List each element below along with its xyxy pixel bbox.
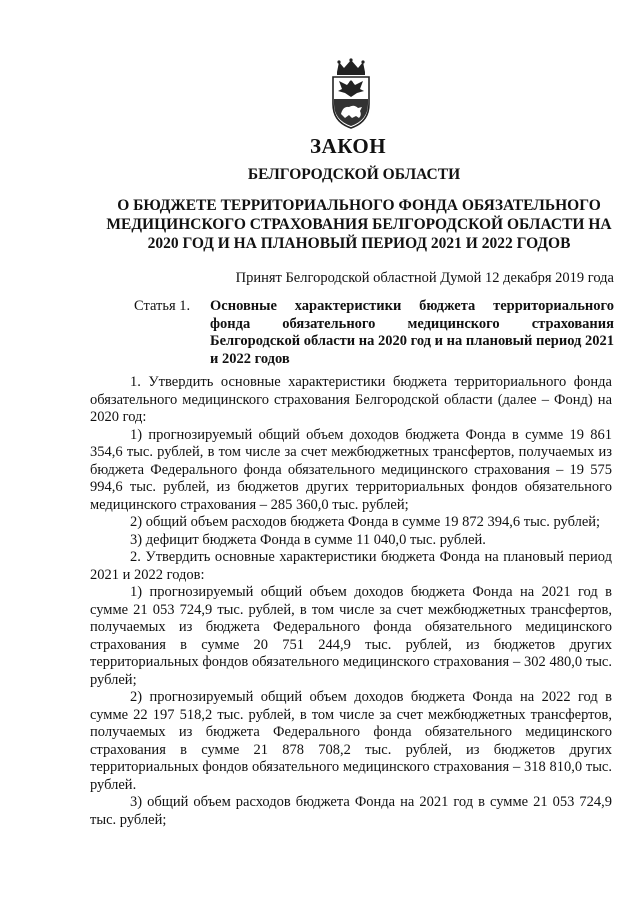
paragraph: 1) прогнозируемый общий объем доходов бюджета Фонда в сумме 19 861 354,6 тыс. рублей, в том числе за счет межбюджетных трансфертов, получаемых из бюджета Федерального фонда обязательного медицинского страхования – 19 575 994,6 тыс. рублей, из бюджетов других территориальных фондов обязательного медицинского страхования – 285 360,0 тыс. рублей; [90, 426, 612, 513]
paragraph: 2. Утвердить основные характеристики бюджета Фонда на плановый период 2021 и 2022 годов: [90, 549, 612, 583]
paragraph: 1) прогнозируемый общий объем доходов бюджета Фонда на 2021 год в сумме 21 053 724,9 тыс. рублей, в том числе за счет межбюджетных трансфертов, получаемых из бюджета Федерального фонда обязательного медицинского страхования в сумме 20 751 244,9 тыс. рублей, из бюджетов других территориальных фондов обязательного медицинского страхования – 302 480,0 тыс. рублей; [90, 584, 612, 688]
paragraph: 2) прогнозируемый общий объем доходов бюджета Фонда на 2022 год в сумме 22 197 518,2 тыс. рублей, в том числе за счет межбюджетных трансфертов, получаемых из бюджета Федерального фонда обязательного медицинского страхования в сумме 21 878 708,2 тыс. рублей, из бюджетов других территориальных фондов обязательного медицинского страхования – 318 810,0 тыс. рублей. [90, 689, 612, 793]
paragraph: 3) общий объем расходов бюджета Фонда на 2021 год в сумме 21 053 724,9 тыс. рублей; [90, 794, 612, 828]
coat-of-arms-icon [327, 58, 375, 130]
article-body [90, 374, 612, 829]
document-title: О БЮДЖЕТЕ ТЕРРИТОРИАЛЬНОГО ФОНДА ОБЯЗАТЕЛЬНОГО МЕДИЦИНСКОГО СТРАХОВАНИЯ БЕЛГОРОДСКОЙ ОБЛАСТИ НА 2020 ГОД И НА ПЛАНОВЫЙ ПЕРИОД 2021 И 2022 ГОДОВ [106, 197, 612, 252]
article-number: Статья 1. [134, 298, 191, 314]
paragraph: 1. Утвердить основные характеристики бюджета территориального фонда обязательного медицинского страхования Белгородской области (далее – Фонд) на 2020 год: [90, 374, 612, 425]
paragraph: 2) общий объем расходов бюджета Фонда в сумме 19 872 394,6 тыс. рублей; [130, 514, 601, 530]
adoption-note: Принят Белгородской областной Думой 12 декабря 2019 года [235, 270, 614, 286]
paragraph: 3) дефицит бюджета Фонда в сумме 11 040,0 тыс. рублей. [130, 531, 486, 548]
document-type: ЗАКОН [309, 134, 387, 158]
document-region: БЕЛГОРОДСКОЙ ОБЛАСТИ [247, 166, 461, 183]
article-heading: Основные характеристики бюджета территориального фонда обязательного медицинского страхования Белгородской области на 2020 год и на плановый период 2021 и 2022 годов [210, 298, 614, 367]
